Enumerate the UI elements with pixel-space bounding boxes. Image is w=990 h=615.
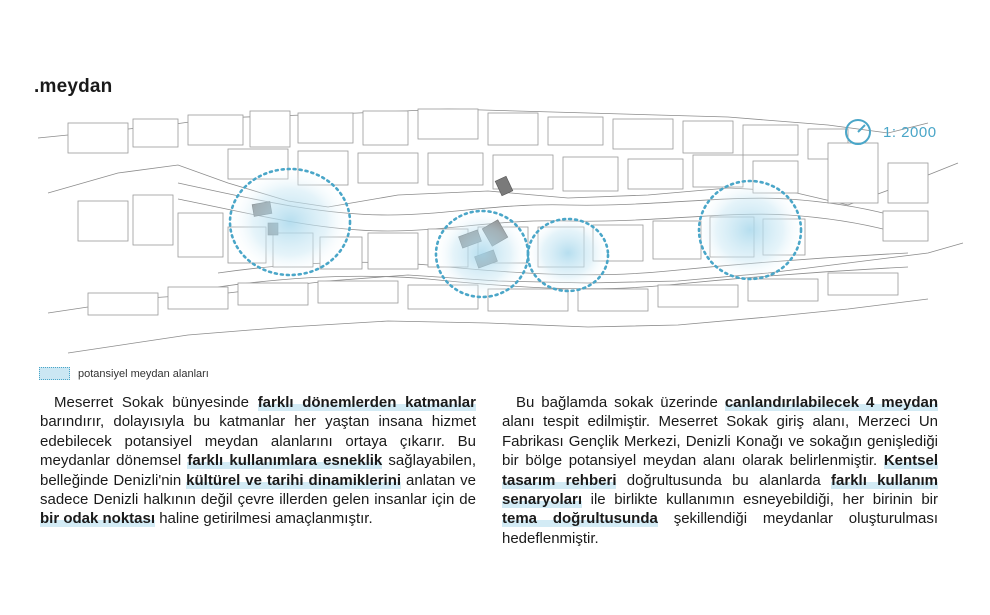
text-segment: sağlayabilen, belleğinde Denizli'nin	[40, 452, 476, 489]
right-paragraph	[502, 393, 938, 548]
scale-indicator	[843, 117, 937, 147]
scale-label: 1: 2000	[883, 123, 937, 141]
text-segment: anlatan ve sadece Denizli halkının değil çevre illerden gelen insanlar için de	[40, 471, 476, 509]
text-segment: şekillendiği meydanlar oluşturulması hedeflenmiştir.	[502, 510, 938, 547]
highlight-text: kültürel ve tarihi dinamiklerini	[186, 471, 402, 489]
highlight-text: farklı kullanım senaryoları	[502, 471, 938, 509]
site-plan-map	[28, 103, 970, 365]
text-segment: Bu bağlamda sokak üzerinde	[516, 394, 725, 411]
text-segment: Meserret Sokak bünyesinde	[54, 394, 258, 411]
right-text-column	[502, 393, 938, 548]
text-segment: barındırır, dolayısıyla bu katmanlar her yaştan insana hizmet edebilecek potansiyel meydan alanlarını ortaya çıkarır. Bu meydanlar dönemsel	[40, 413, 476, 470]
left-text-column	[40, 393, 476, 529]
highlight-text: farklı kullanımlara esneklik	[187, 452, 383, 470]
legend-label: potansiyel meydan alanları	[78, 367, 209, 380]
highlight-text: tema doğrultusunda	[502, 510, 658, 528]
text-segment: doğrultusunda bu alanlarda	[616, 471, 832, 489]
text-segment: alanı tespit edilmiştir. Meserret Sokak giriş alanı, Merzeci Un Fabrikası Gençlik Merkezi, Denizli Konağı ve sokağın genişlediği bir bölge potansiyel meydan alanı olarak belirlenmiştir.	[502, 413, 938, 470]
text-segment: ile birlikte kullanımın esneyebildiği, her birinin bir	[582, 491, 938, 509]
left-paragraph	[40, 393, 476, 529]
map-legend	[39, 367, 209, 380]
text-segment: haline getirilmesi amaçlanmıştır.	[155, 510, 373, 528]
highlight-text: Kentsel tasarım rehberi	[502, 452, 938, 489]
page-title: .meydan	[34, 76, 113, 97]
highlight-text: farklı dönemlerden katmanlar	[257, 394, 476, 411]
highlight-text: bir odak noktası	[40, 510, 156, 528]
scale-circle-icon	[843, 117, 873, 147]
legend-swatch	[39, 367, 70, 380]
highlight-text: canlandırılabilecek 4 meydan	[724, 394, 938, 411]
